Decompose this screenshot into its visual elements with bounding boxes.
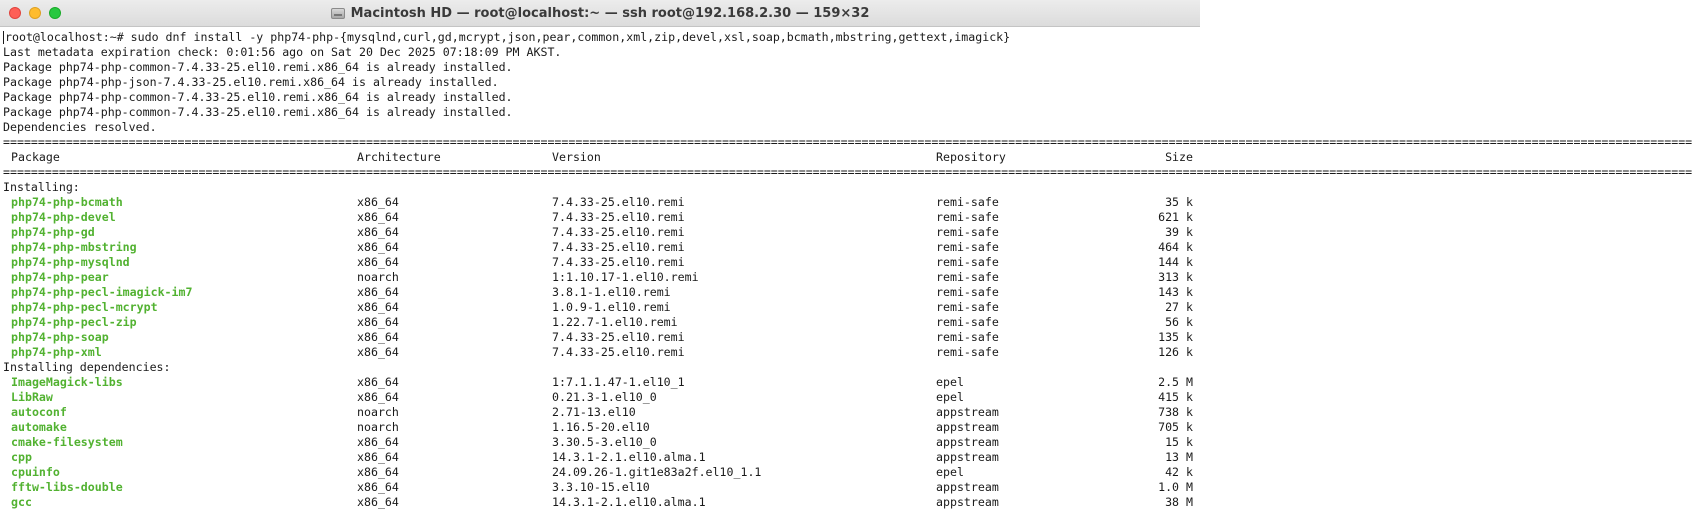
- package-version: 1:7.1.1.47-1.el10_1: [552, 375, 685, 389]
- installing-rows: [3, 195, 1197, 360]
- package-size: 27 k: [1165, 300, 1193, 314]
- package-size: 42 k: [1165, 465, 1193, 479]
- package-name: autoconf: [11, 405, 67, 419]
- package-version: 7.4.33-25.el10.remi: [552, 330, 685, 344]
- package-repository: appstream: [936, 480, 999, 494]
- package-name: ImageMagick-libs: [11, 375, 123, 389]
- package-version: 14.3.1-2.1.el10.alma.1: [552, 450, 706, 464]
- package-size: 1.0 M: [1158, 480, 1193, 494]
- package-version: 2.71-13.el10: [552, 405, 636, 419]
- package-name: cmake-filesystem: [11, 435, 123, 449]
- dependency-row: [3, 390, 1197, 405]
- package-version: 1.0.9-1.el10.remi: [552, 300, 671, 314]
- package-arch: x86_64: [357, 480, 399, 494]
- package-size: 39 k: [1165, 225, 1193, 239]
- output-line: Dependencies resolved.: [3, 120, 157, 134]
- package-arch: noarch: [357, 420, 399, 434]
- package-size: 705 k: [1158, 420, 1193, 434]
- package-name: php74-php-pecl-mcrypt: [11, 300, 158, 314]
- package-repository: remi-safe: [936, 210, 999, 224]
- package-arch: x86_64: [357, 390, 399, 404]
- package-size: 35 k: [1165, 195, 1193, 209]
- package-size: 15 k: [1165, 435, 1193, 449]
- package-name: php74-php-mysqlnd: [11, 255, 130, 269]
- package-arch: x86_64: [357, 300, 399, 314]
- package-arch: x86_64: [357, 375, 399, 389]
- package-size: 56 k: [1165, 315, 1193, 329]
- dependency-rows: [3, 375, 1197, 510]
- terminal-output[interactable]: [3, 30, 1692, 511]
- package-row: [3, 195, 1197, 210]
- package-name: cpp: [11, 450, 32, 464]
- package-version: 14.3.1-2.1.el10.alma.1: [552, 495, 706, 509]
- dependencies-label: Installing dependencies:: [3, 360, 171, 374]
- package-repository: appstream: [936, 495, 999, 509]
- package-size: 621 k: [1158, 210, 1193, 224]
- package-arch: noarch: [357, 270, 399, 284]
- package-repository: remi-safe: [936, 285, 999, 299]
- package-row: [3, 240, 1197, 255]
- package-arch: x86_64: [357, 450, 399, 464]
- dependency-row: [3, 405, 1197, 420]
- package-name: php74-php-gd: [11, 225, 95, 239]
- package-size: 13 M: [1165, 450, 1193, 464]
- package-repository: remi-safe: [936, 270, 999, 284]
- package-size: 738 k: [1158, 405, 1193, 419]
- package-size: 38 M: [1165, 495, 1193, 509]
- window-titlebar[interactable]: [0, 0, 1200, 27]
- window-title-wrap: [331, 6, 870, 21]
- package-repository: appstream: [936, 450, 999, 464]
- prompt-command: sudo dnf install -y php74-php-{mysqlnd,curl,gd,mcrypt,json,pear,common,xml,zip,devel,xsl,soap,bcmath,mbstring,gettext,imagick}: [130, 30, 1011, 44]
- package-repository: remi-safe: [936, 330, 999, 344]
- package-version: 24.09.26-1.git1e83a2f.el10_1.1: [552, 465, 762, 479]
- separator-line: ==================================================================================================================================================================================================================================================: [3, 135, 1692, 149]
- traffic-lights: [9, 7, 61, 19]
- package-repository: appstream: [936, 420, 999, 434]
- package-size: 126 k: [1158, 345, 1193, 359]
- package-version: 3.30.5-3.el10_0: [552, 435, 657, 449]
- dependency-row: [3, 480, 1197, 495]
- header-version: Version: [552, 150, 601, 164]
- package-row: [3, 300, 1197, 315]
- output-line: Package php74-php-common-7.4.33-25.el10.remi.x86_64 is already installed.: [3, 105, 513, 119]
- package-name: php74-php-pecl-zip: [11, 315, 137, 329]
- package-arch: noarch: [357, 405, 399, 419]
- package-size: 464 k: [1158, 240, 1193, 254]
- package-name: php74-php-xml: [11, 345, 102, 359]
- package-version: 7.4.33-25.el10.remi: [552, 240, 685, 254]
- output-line: Package php74-php-common-7.4.33-25.el10.remi.x86_64 is already installed.: [3, 60, 513, 74]
- package-version: 1:1.10.17-1.el10.remi: [552, 270, 699, 284]
- package-row: [3, 330, 1197, 345]
- package-size: 135 k: [1158, 330, 1193, 344]
- package-repository: remi-safe: [936, 255, 999, 269]
- package-arch: x86_64: [357, 345, 399, 359]
- package-arch: x86_64: [357, 435, 399, 449]
- package-version: 7.4.33-25.el10.remi: [552, 210, 685, 224]
- package-size: 2.5 M: [1158, 375, 1193, 389]
- package-row: [3, 285, 1197, 300]
- package-arch: x86_64: [357, 240, 399, 254]
- package-version: 1.22.7-1.el10.remi: [552, 315, 678, 329]
- close-button[interactable]: [9, 7, 21, 19]
- package-row: [3, 210, 1197, 225]
- package-size: 313 k: [1158, 270, 1193, 284]
- package-name: cpuinfo: [11, 465, 60, 479]
- package-repository: remi-safe: [936, 345, 999, 359]
- output-line: Last metadata expiration check: 0:01:56 ago on Sat 20 Dec 2025 07:18:09 PM AKST.: [3, 45, 562, 59]
- package-name: automake: [11, 420, 67, 434]
- dependency-row: [3, 450, 1197, 465]
- dependency-row: [3, 435, 1197, 450]
- package-arch: x86_64: [357, 315, 399, 329]
- dependency-row: [3, 420, 1197, 435]
- package-row: [3, 345, 1197, 360]
- package-repository: epel: [936, 465, 964, 479]
- table-header-row: [3, 150, 1197, 165]
- package-arch: x86_64: [357, 495, 399, 509]
- header-architecture: Architecture: [357, 150, 441, 164]
- package-row: [3, 255, 1197, 270]
- package-arch: x86_64: [357, 225, 399, 239]
- package-version: 7.4.33-25.el10.remi: [552, 195, 685, 209]
- package-repository: appstream: [936, 435, 999, 449]
- package-repository: remi-safe: [936, 300, 999, 314]
- package-repository: remi-safe: [936, 225, 999, 239]
- package-version: 7.4.33-25.el10.remi: [552, 255, 685, 269]
- hard-disk-icon: [331, 8, 345, 19]
- zoom-button[interactable]: [49, 7, 61, 19]
- package-name: php74-php-pecl-imagick-im7: [11, 285, 193, 299]
- package-name: gcc: [11, 495, 32, 509]
- package-arch: x86_64: [357, 210, 399, 224]
- dependency-row: [3, 375, 1197, 390]
- package-name: php74-php-mbstring: [11, 240, 137, 254]
- output-line: Package php74-php-json-7.4.33-25.el10.remi.x86_64 is already installed.: [3, 75, 499, 89]
- prompt-user-host: root@localhost: [5, 30, 103, 44]
- package-arch: x86_64: [357, 285, 399, 299]
- separator-line: ==================================================================================================================================================================================================================================================: [3, 165, 1692, 179]
- package-name: LibRaw: [11, 390, 53, 404]
- package-row: [3, 315, 1197, 330]
- package-name: php74-php-soap: [11, 330, 109, 344]
- package-row: [3, 225, 1197, 240]
- package-arch: x86_64: [357, 330, 399, 344]
- header-package: Package: [11, 150, 60, 164]
- text-cursor: [3, 31, 4, 44]
- package-name: fftw-libs-double: [11, 480, 123, 494]
- header-repository: Repository: [936, 150, 1006, 164]
- package-repository: remi-safe: [936, 315, 999, 329]
- package-version: 7.4.33-25.el10.remi: [552, 345, 685, 359]
- package-repository: epel: [936, 375, 964, 389]
- prompt-path: :~#: [102, 30, 131, 44]
- package-repository: epel: [936, 390, 964, 404]
- header-size: Size: [1165, 150, 1193, 164]
- package-repository: appstream: [936, 405, 999, 419]
- package-version: 3.8.1-1.el10.remi: [552, 285, 671, 299]
- installing-label: Installing:: [3, 180, 80, 194]
- package-version: 0.21.3-1.el10_0: [552, 390, 657, 404]
- package-version: 3.3.10-15.el10: [552, 480, 650, 494]
- package-size: 144 k: [1158, 255, 1193, 269]
- package-size: 415 k: [1158, 390, 1193, 404]
- package-row: [3, 270, 1197, 285]
- minimize-button[interactable]: [29, 7, 41, 19]
- package-arch: x86_64: [357, 255, 399, 269]
- package-name: php74-php-bcmath: [11, 195, 123, 209]
- package-arch: x86_64: [357, 465, 399, 479]
- package-repository: remi-safe: [936, 195, 999, 209]
- package-repository: remi-safe: [936, 240, 999, 254]
- output-line: Package php74-php-common-7.4.33-25.el10.remi.x86_64 is already installed.: [3, 90, 513, 104]
- dependency-row: [3, 495, 1197, 510]
- package-name: php74-php-devel: [11, 210, 116, 224]
- prompt-line: [3, 30, 1197, 45]
- package-version: 7.4.33-25.el10.remi: [552, 225, 685, 239]
- package-size: 143 k: [1158, 285, 1193, 299]
- window-title: Macintosh HD — root@localhost:~ — ssh root@192.168.2.30 — 159×32: [350, 5, 870, 21]
- package-name: php74-php-pear: [11, 270, 109, 284]
- package-arch: x86_64: [357, 195, 399, 209]
- dependency-row: [3, 465, 1197, 480]
- package-version: 1.16.5-20.el10: [552, 420, 650, 434]
